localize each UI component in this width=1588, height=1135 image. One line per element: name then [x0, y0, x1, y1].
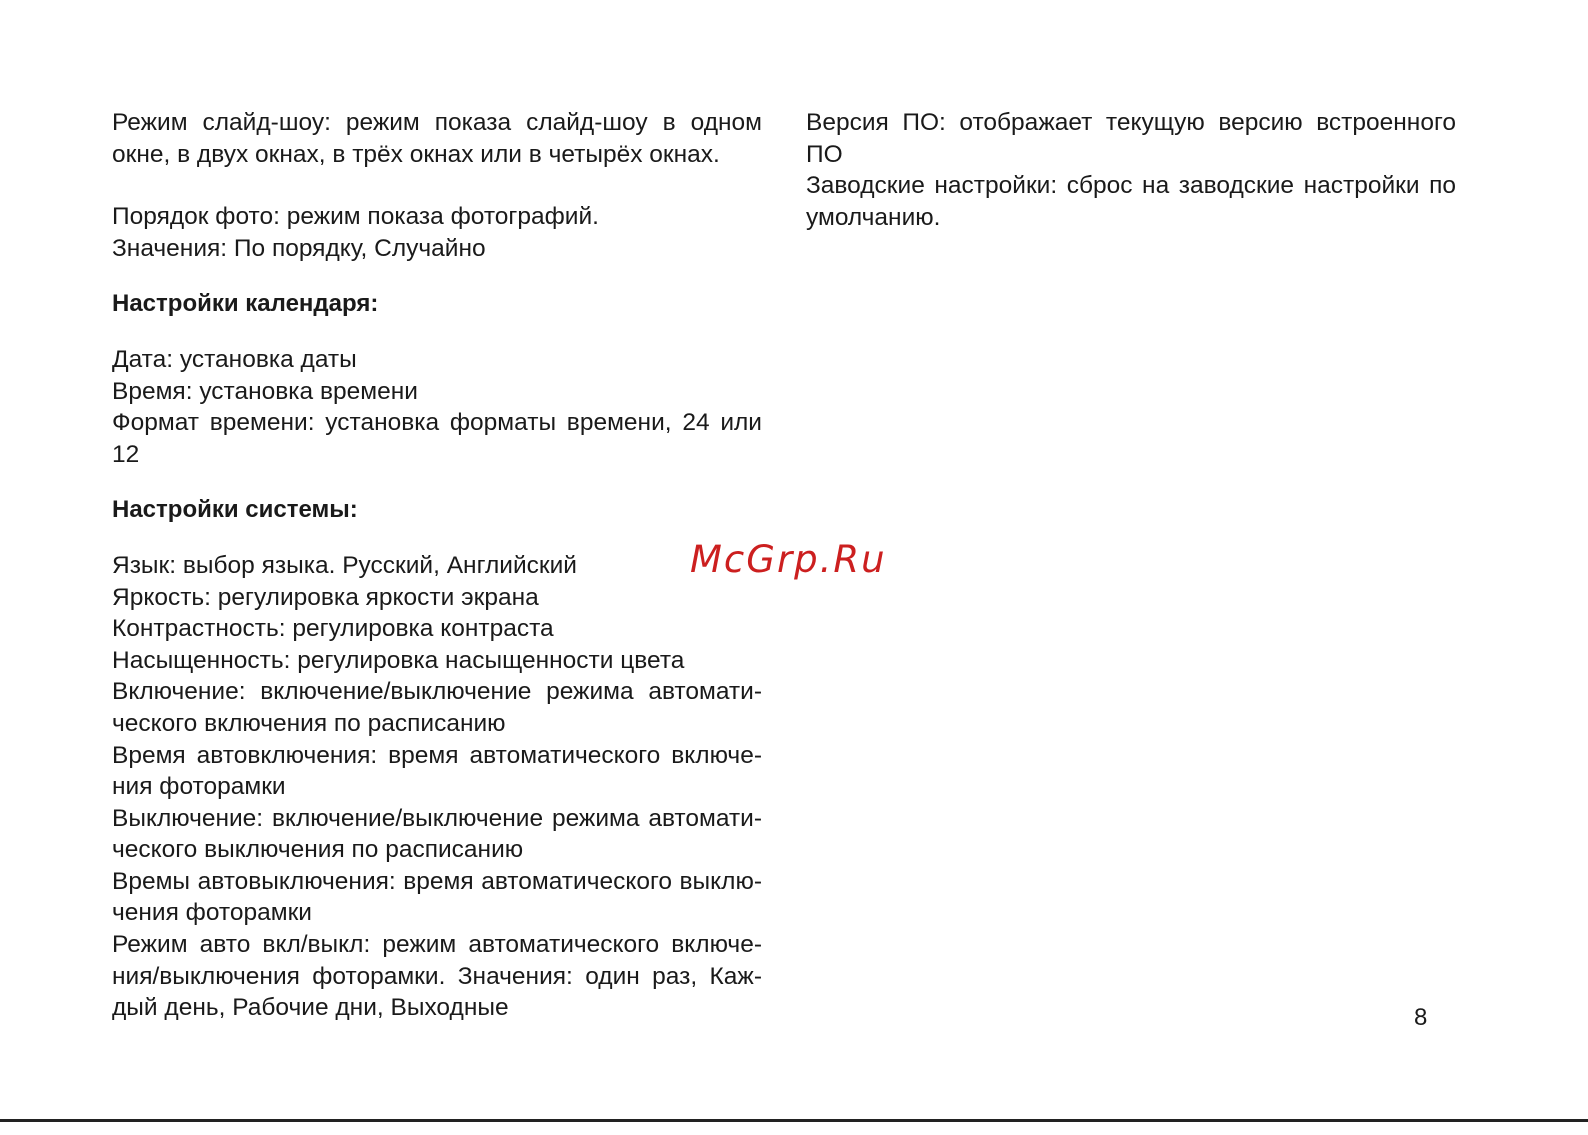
bottom-rule [0, 1119, 1588, 1122]
auto-on-time-text: Время автовключения: время автоматического включения фоторамки [112, 741, 762, 801]
saturation-text: Насыщенность: регулировка насыщенности цвета [112, 646, 685, 674]
factory-settings-text: Заводские настройки: сброс на заводские настройки по умолчанию. [806, 172, 1456, 231]
date-text: Дата: установка даты [112, 345, 357, 373]
auto-on-off-mode-text: Режим авто вкл/выкл: режим автоматического включения/выключения фоторамки. Значения: один раз, Каждый день, Рабочие дни, Выходные [112, 931, 762, 1022]
system-settings-heading: Настройки системы: [112, 496, 358, 524]
left-column [112, 107, 762, 1024]
contrast-text: Контрастность: регулировка контраста [112, 615, 554, 643]
watermark: McGrp.Ru [690, 538, 887, 581]
photo-order-text: Порядок фото: режим показа фотографий. [112, 203, 599, 231]
language-text: Язык: выбор языка. Русский, Английский [112, 551, 577, 579]
photo-order-values-text: Значения: По порядку, Случайно [112, 234, 486, 262]
auto-off-time-text: Времы автовыключения: время автоматического выключения фоторамки [112, 867, 762, 927]
power-off-text: Выключение: включение/выключение режима автоматического выключения по расписанию [112, 804, 762, 864]
right-column [806, 107, 1456, 233]
slideshow-mode-text: Режим слайд-шоу: режим показа слайд-шоу в одном окне, в двух окнах, в трёх окнах или в четырёх окнах. [112, 109, 762, 168]
time-format-text: Формат времени: установка форматы времени, 24 или 12 [112, 409, 762, 468]
time-text: Время: установка времени [112, 377, 418, 405]
calendar-settings-heading: Настройки календаря: [112, 290, 379, 318]
page-number: 8 [1414, 1004, 1428, 1031]
brightness-text: Яркость: регулировка яркости экрана [112, 583, 539, 611]
power-on-text: Включение: включение/выключение режима автоматического включения по расписанию [112, 678, 762, 737]
firmware-version-text: Версия ПО: отображает текущую версию встроенного ПО [806, 109, 1456, 168]
